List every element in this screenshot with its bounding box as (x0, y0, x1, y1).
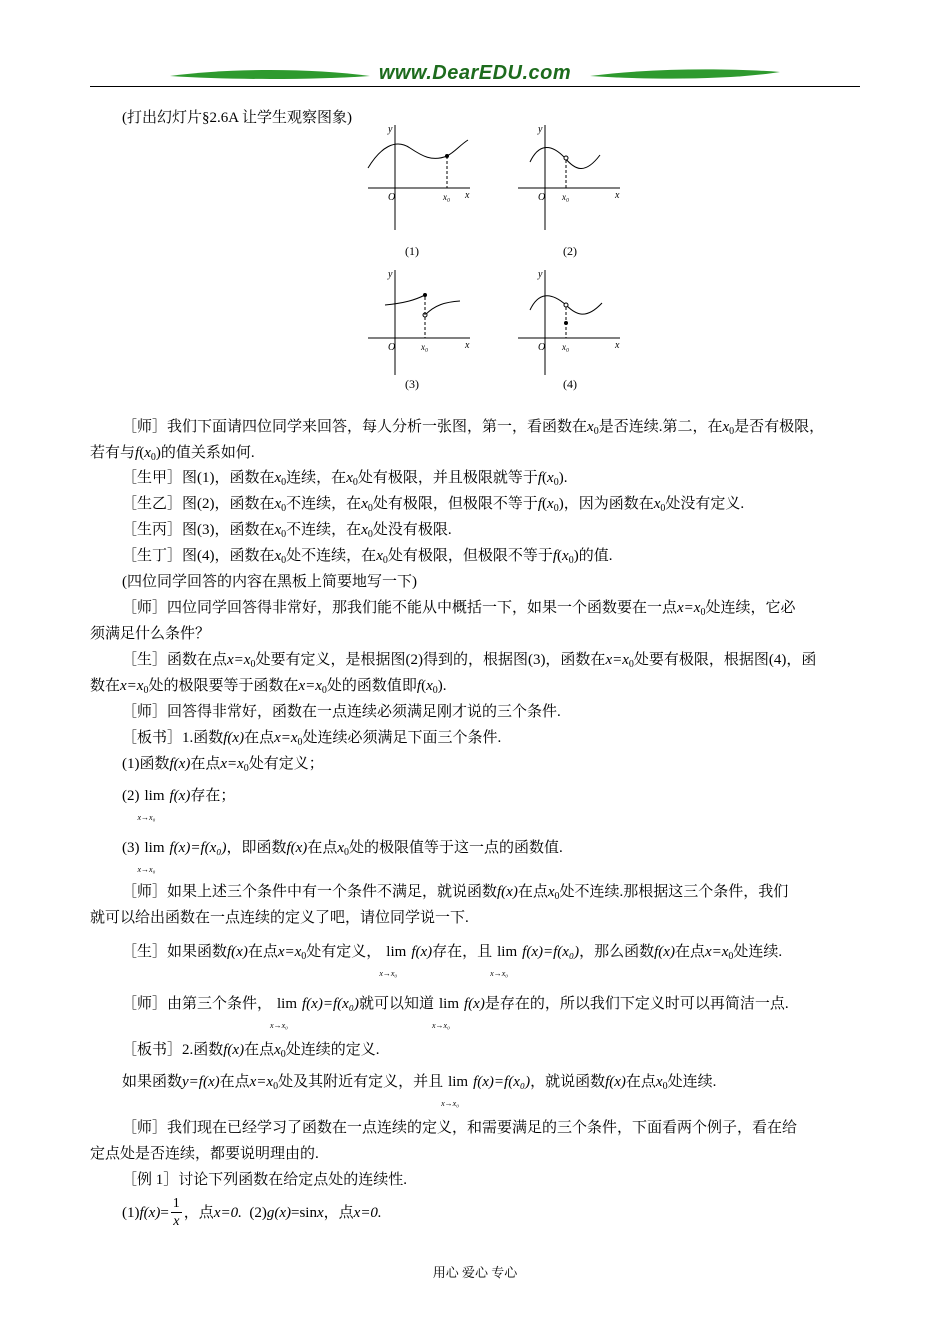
fraction-1-over-x: $\frac{1}{x}$ (172, 1196, 180, 1229)
svg-text:O: O (388, 342, 396, 353)
svg-text:O: O (388, 192, 396, 203)
svg-text:y: y (388, 269, 393, 280)
board-2: ［板书］2.函数f(x)在点$x_0$处连续的定义. (122, 1042, 380, 1060)
board-1: ［板书］1.函数f(x)在点$x=x_0$处连续必须满足下面三个条件. (122, 730, 502, 748)
para-student-5a: ［生］函数在点$x=x_0$处要有定义，是根据图(2)得到的，根据图(3)，函数在$x=x_0$处要有极限，根据图(4)，函 (122, 652, 817, 670)
svg-text:x: x (615, 340, 620, 351)
site-logo-text: www.DearEDU.com (378, 62, 572, 84)
example-1-title: ［例 1］讨论下列函数在给定点处的连续性. (122, 1172, 408, 1188)
page-footer: 用心 爱心 专心 (432, 1265, 518, 1280)
para-teacher-1b: 若有与$f(x_0)$的值关系如何. (90, 445, 255, 463)
svg-text:x₀: x₀ (443, 192, 451, 202)
para-note-1: (四位同学回答的内容在黑板上简要地写一下) (122, 574, 417, 590)
para-teacher-1a: ［师］我们下面请四位同学来回答，每人分析一张图，第一，看函数在$x_0$是否连续.第二，在$x_0$是否有极限， (122, 419, 825, 437)
graph-2-label: (2) (563, 244, 577, 258)
svg-text:x: x (615, 190, 620, 201)
svg-text:x₀: x₀ (562, 342, 570, 352)
svg-text:x: x (465, 190, 470, 201)
para-teacher-2a: ［师］四位同学回答得非常好，那我们能不能从中概括一下，如果一个函数要在一点$x=x_0$处连续，它必 (122, 600, 796, 618)
graph-4-label: (4) (563, 377, 577, 391)
para-student-a: ［生甲］图(1)，函数在$x_0$连续，在$x_0$处有极限，并且极限就等于$f(x_0)$. (122, 470, 568, 488)
graph-1 (360, 120, 480, 235)
example-1-items: (1)f(x)= $\frac{1}{x}$ ，点x=0. (2)g(x)=sinx，点x=0. (122, 1196, 382, 1229)
svg-text:y: y (388, 124, 393, 135)
para-student-5b: 数在$x=x_0$处的极限要等于函数在$x=x_0$处的函数值即$f(x_0)$. (90, 678, 447, 696)
graph-1-label: (1) (405, 244, 419, 258)
graph-3 (360, 265, 480, 380)
page-header (90, 62, 860, 92)
para-teacher-3: ［师］回答得非常好，函数在一点连续必须满足刚才说的三个条件. (122, 704, 561, 720)
svg-text:y: y (538, 269, 543, 280)
graph-3-label: (3) (405, 377, 419, 391)
para-teacher-4a: ［师］如果上述三个条件中有一个条件不满足，就说函数f(x)在点$x_0$处不连续.那根据这三个条件，我们 (122, 884, 789, 902)
intro-line: (打出幻灯片§2.6A 让学生观察图象) (122, 110, 352, 126)
graph-2 (510, 120, 630, 235)
condition-1: (1)函数f(x)在点$x=x_0$处有定义； (122, 756, 324, 774)
svg-text:x₀: x₀ (562, 192, 570, 202)
svg-text:O: O (538, 342, 546, 353)
para-teacher-4b: 就可以给出函数在一点连续的定义了吧，请位同学说一下. (90, 910, 469, 926)
svg-text:O: O (538, 192, 546, 203)
para-teacher-5: ［师］由第三个条件， lim x→x₀ f(x)=f(x₀)就可以知道 lim x→x₀ f(x)是存在的，所以我们下定义时可以再简洁一点. (122, 996, 789, 1030)
para-student-d: ［生丁］图(4)，函数在$x_0$处不连续，在$x_0$处有极限，但极限不等于$f(x_0)$的值. (122, 548, 613, 566)
condition-2: (2) lim x→x₀ f(x)存在； (122, 788, 236, 822)
para-student-6: ［生］如果函数f(x)在点$x=x_0$处有定义， lim x→x₀ f(x)存在，且 lim x→x₀ f(x)=f(x₀)，那么函数f(x)在点$x=x_0$处连续. (122, 944, 783, 978)
svg-text:x₀: x₀ (421, 342, 429, 352)
graph-4 (510, 265, 630, 380)
para-teacher-2b: 须满足什么条件？ (90, 626, 211, 642)
svg-text:y: y (538, 124, 543, 135)
para-teacher-6b: 定点处是否连续，都要说明理由的. (90, 1146, 319, 1162)
definition-line: 如果函数y=f(x)在点$x=x_0$处及其附近有定义，并且 lim x→x₀ f(x)=f(x₀)，就说函数f(x)在点$x_0$处连续. (122, 1074, 717, 1108)
header-rule (90, 86, 860, 87)
condition-3: (3) lim x→x₀ f(x)=f(x₀)，即函数f(x)在点$x_0$处的极限值等于这一点的函数值. (122, 840, 563, 874)
svg-text:x: x (465, 340, 470, 351)
para-teacher-6a: ［师］我们现在已经学习了函数在一点连续的定义，和需要满足的三个条件，下面看两个例子，看在给 (122, 1120, 798, 1136)
para-student-c: ［生丙］图(3)，函数在$x_0$不连续，在$x_0$处没有极限. (122, 522, 452, 540)
para-student-b: ［生乙］图(2)，函数在$x_0$不连续，在$x_0$处有极限，但极限不等于$f(x_0)$，因为函数在$x_0$处没有定义. (122, 496, 745, 514)
